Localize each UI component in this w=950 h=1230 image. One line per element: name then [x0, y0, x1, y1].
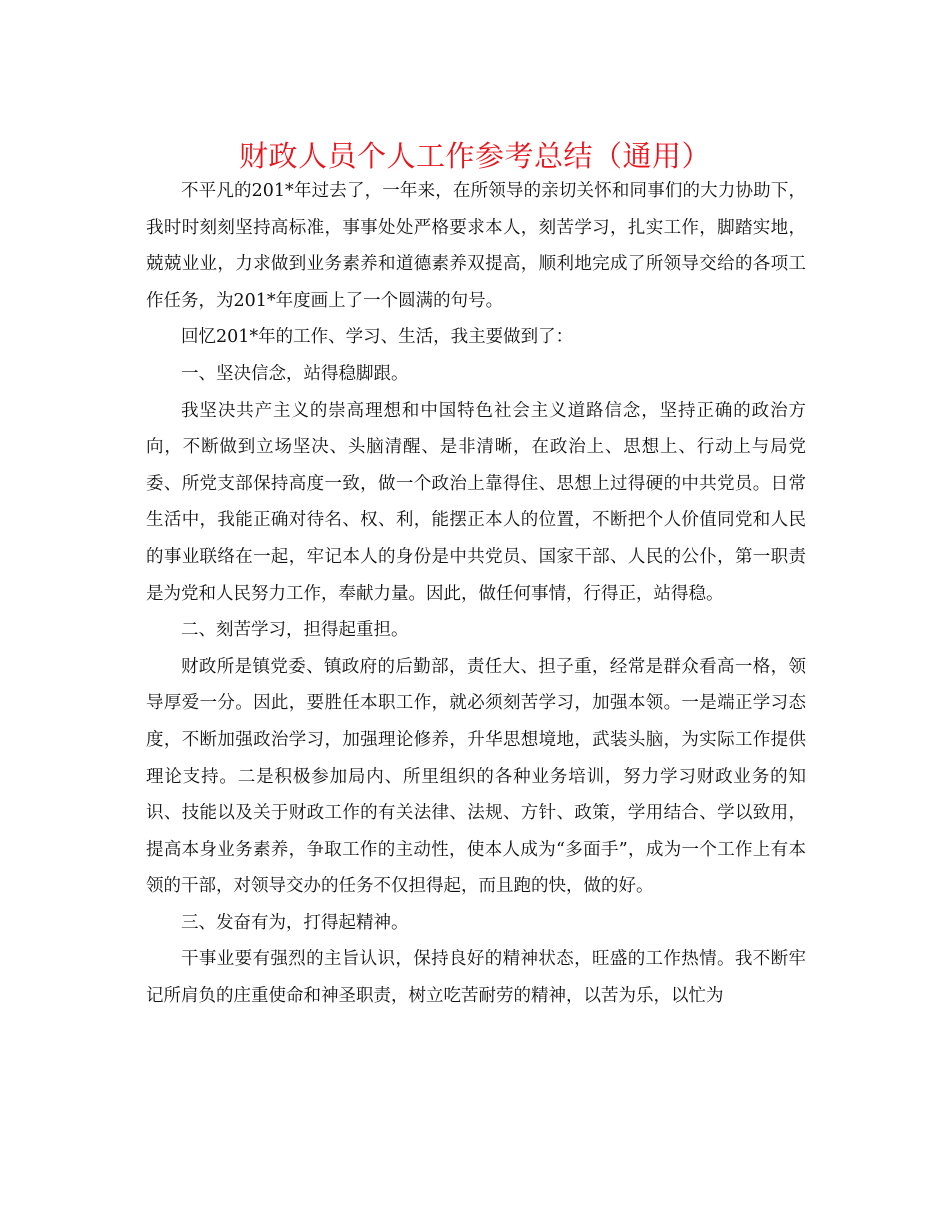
- document-title: 财政人员个人工作参考总结（通用）: [238, 139, 711, 173]
- paragraph-section-2: 财政所是镇党委、镇政府的后勤部，责任大、担子重，经常是群众看高一格，领导厚爱一分。因此，要胜任本职工作，就必须刻苦学习，加强本领。一是端正学习态度，不断加强政治学习，加强理论修养，升华思想境地，武装头脑，为实际工作提供理论支持。二是积极参加局内、所里组织的各种业务培训，努力学习财政业务的知识、技能以及关于财政工作的有关法律、法规、方针、政策，学用结合、学以致用，提高本身业务素养，争取工作的主动性，使本人成为“多面手”，成为一个工作上有本领的干部，对领导交办的任务不仅担得起，而且跑的快，做的好。: [146, 656, 806, 897]
- paragraph-recall: 回忆201*年的工作、学习、生活，我主要做到了：: [181, 327, 574, 348]
- paragraph-section-1: 我坚决共产主义的崇高理想和中国特色社会主义道路信念，坚持正确的政治方向，不断做到立场坚决、头脑清醒、是非清晰，在政治上、思想上、行动上与局党委、所党支部保持高度一致，做一个政治上靠得住、思想上过得硬的中共党员。日常生活中，我能正确对待名、权、利，能摆正本人的位置，不断把个人价值同党和人民的事业联络在一起，牢记本人的身份是中共党员、国家干部、人民的公仆，第一职责是为党和人民努力工作，奉献力量。因此，做任何事情，行得正，站得稳。: [146, 400, 806, 604]
- section-heading-2: 二、刻苦学习，担得起重担。: [181, 620, 409, 641]
- section-heading-1: 一、坚决信念，站得稳脚跟。: [181, 363, 409, 384]
- paragraph-section-3: 干事业要有强烈的主旨认识，保持良好的精神状态，旺盛的工作热情。我不断牢记所肩负的庄重使命和神圣职责，树立吃苦耐劳的精神，以苦为乐，以忙为: [146, 949, 806, 1007]
- paragraph-intro: 不平凡的201*年过去了，一年来，在所领导的亲切关怀和同事们的大力协助下，我时时刻刻坚持高标准，事事处处严格要求本人，刻苦学习，扎实工作，脚踏实地，兢兢业业，力求做到业务素养和道德素养双提高，顺利地完成了所领导交给的各项工作任务，为201*年度画上了一个圆满的句号。: [146, 181, 806, 311]
- section-heading-3: 三、发奋有为，打得起精神。: [181, 912, 409, 933]
- document-body: [146, 173, 806, 1015]
